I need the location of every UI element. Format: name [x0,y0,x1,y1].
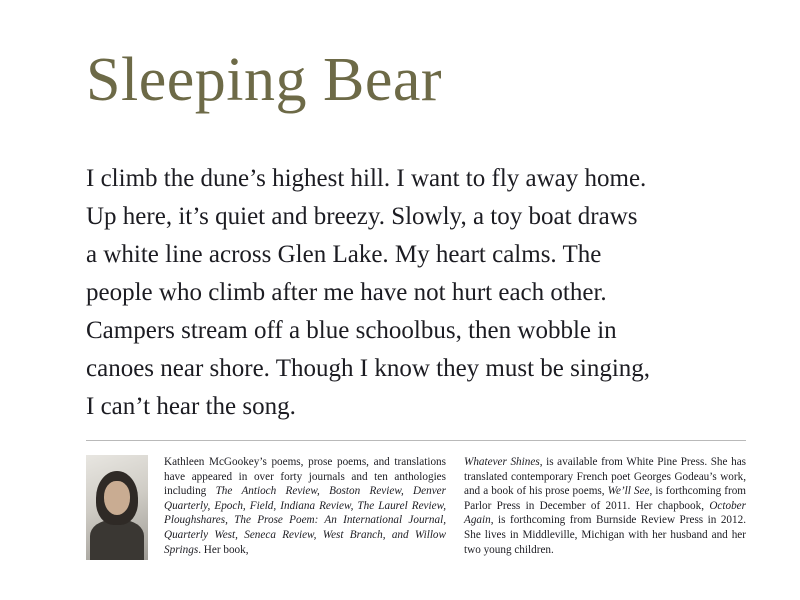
poem-body [86,160,726,426]
page-title: Sleeping Bear [86,46,443,114]
poem-line: canoes near shore. Though I know they must be singing, [86,355,651,382]
poem-line: Campers stream off a blue schoolbus, then wobble in [86,317,617,344]
poem-line: people who climb after me have not hurt each other. [86,279,607,306]
poem-line: I can’t hear the song. [86,393,296,420]
poem-line: I climb the dune’s highest hill. I want to fly away home. [86,165,647,192]
section-divider [86,440,746,441]
poem-line: a white line across Glen Lake. My heart calms. The [86,241,602,268]
poem-line: Up here, it’s quiet and breezy. Slowly, a toy boat draws [86,203,638,230]
author-bio-columns [164,455,746,557]
author-bio-column-2: Whatever Shines, is available from White Pine Press. She has translated contemporary French poet Georges Godeau’s work, and a book of his prose poems, We’ll See, is forthcoming from Parlor Press in December of 2011. Her chapbook, October Again, is forthcoming from Burnside Review Press in 2012. She lives in Middleville, Michigan with her husband and her two young children. [464,456,747,556]
author-portrait-photo [86,455,148,560]
portrait-shoulders [90,520,144,560]
portrait-face [104,481,130,515]
author-bio-column-1: Kathleen McGookey’s poems, prose poems, and translations have appeared in over forty journals and ten anthologies including The Antioch Review, Boston Review, Denver Quarterly, Epoch, Field, Indiana Review, The Laurel Review, Ploughshares, The Prose Poem: An International Journal, Quarterly West, Seneca Review, West Branch, and Willow Springs. Her book, [164,456,446,556]
author-bio-block [86,455,746,560]
